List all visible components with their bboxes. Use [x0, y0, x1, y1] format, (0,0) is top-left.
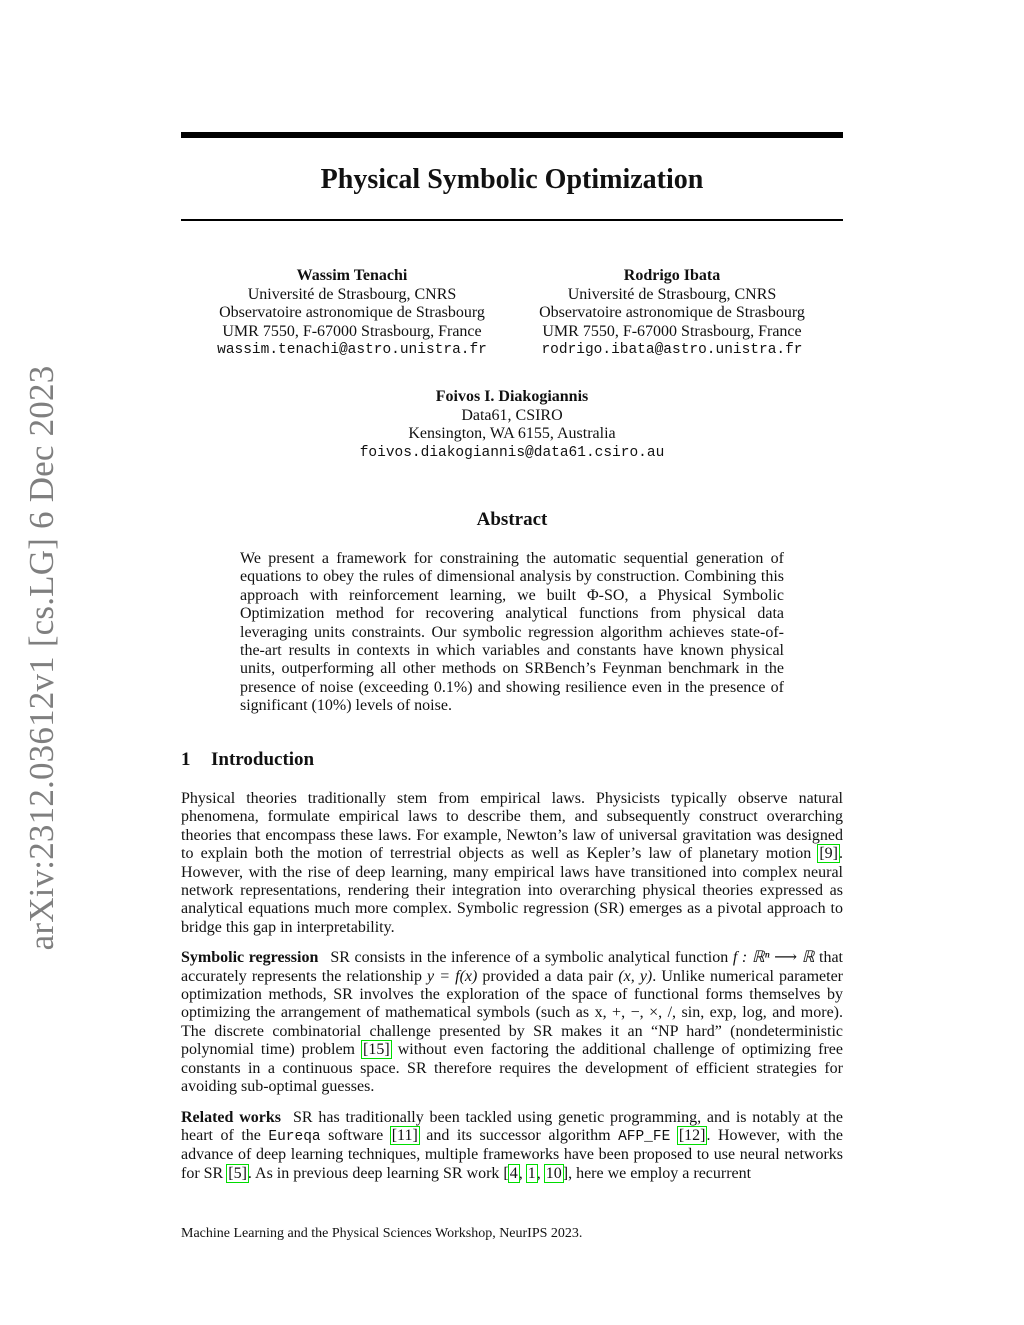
- author-affiliation: Observatoire astronomique de Strasbourg: [219, 304, 485, 321]
- author-affiliation: Université de Strasbourg, CNRS: [247, 285, 457, 303]
- text-run: . Unlike numerical parameter optimization methods, SR involves the exploration of the space of functional forms themselves by optimizing the arrangement of mathematical symbols (such as x, +, −, ×, /, sin, exp, log, and more). The discrete combinatorial challenge presented by SR makes it an “NP hard” (nondeterministic polynomial time) problem: [181, 967, 844, 1059]
- citation-link[interactable]: 4: [509, 1164, 518, 1182]
- citation-link[interactable]: [9]: [819, 845, 838, 863]
- author-email[interactable]: rodrigo.ibata@astro.unistra.fr: [541, 342, 803, 358]
- text-run: Physical theories traditionally stem from empirical laws. Physicists typically observe natural phenomena, formulate empirical laws to describe them, and subsequently construct overarching theories that encompass these laws. For example, Newton’s law of universal gravitation was designed to explain both the motion of terrestrial objects as well as Kepler’s law of planetary motion: [181, 790, 843, 863]
- author-name: Rodrigo Ibata: [623, 267, 721, 284]
- text-run: software: [320, 1126, 391, 1144]
- math-expression: y = f(x): [427, 967, 478, 985]
- intro-paragraph: [181, 790, 843, 937]
- paragraph-heading: Related works: [181, 1108, 282, 1126]
- text-run: and its successor algorithm: [418, 1126, 619, 1144]
- paragraph-heading: Symbolic regression: [181, 949, 319, 967]
- citation-link[interactable]: [11]: [391, 1126, 418, 1144]
- author-block: [312, 388, 712, 462]
- author-affiliation: Data61, CSIRO: [461, 406, 563, 424]
- abstract-paragraph: We present a framework for constraining the automatic sequential generation of equations to obey the rules of dimensional analysis by construction. Combining this approach with reinforcement learning, we built Φ-SO, a Physical Symbolic Optimization method for recovering analytical functions from physical data leveraging units constraints. Our symbolic regression algorithm achieves state-of-the-art results in contexts in which variables and constants have known physical units, outperforming all other methods on SRBench’s Feynman benchmark in the presence of noise (exceeding 0.1%) and showing resilience even in the presence of significant (10%) levels of noise.: [240, 550, 784, 715]
- author-affiliation: UMR 7550, F-67000 Strasbourg, France: [542, 322, 802, 340]
- author-affiliation: Kensington, WA 6155, Australia: [408, 425, 616, 442]
- author-name: Wassim Tenachi: [296, 267, 408, 284]
- text-run: . However, with the rise of deep learning, many empirical laws have transitioned into complex neural network representations, rendering their integration into overarching physical theories expressed as analytical equations much more complex. Symbolic regression (SR) emerges as a pivotal approach to bridge this gap in interpretability.: [181, 845, 843, 936]
- venue-footnote: Machine Learning and the Physical Sciences Workshop, NeurIPS 2023.: [181, 1226, 583, 1241]
- citation-link[interactable]: 10: [545, 1164, 562, 1182]
- symbolic-regression-paragraph: [181, 949, 843, 1096]
- section-heading: [181, 749, 314, 771]
- software-name: Eureqa: [268, 1128, 321, 1145]
- author-affiliation: UMR 7550, F-67000 Strasbourg, France: [222, 322, 482, 340]
- paper-title: Physical Symbolic Optimization: [320, 164, 704, 195]
- introduction-body: [181, 790, 843, 1195]
- math-expression: (x, y): [618, 967, 653, 985]
- author-affiliation: Université de Strasbourg, CNRS: [567, 285, 777, 303]
- abstract-text: [240, 550, 784, 716]
- section-title: Introduction: [211, 749, 315, 770]
- text-run: SR consists in the inference of a symbolic analytical function: [330, 949, 733, 967]
- text-run: without even factoring the additional challenge of optimizing free constants in a continuous space. SR therefore requires the development of efficient strategies for avoiding sub-optimal guesses.: [181, 1041, 843, 1096]
- author-email[interactable]: wassim.tenachi@astro.unistra.fr: [217, 342, 487, 358]
- author-block: [202, 267, 502, 360]
- text-run: that accurately represents the relationship: [181, 949, 843, 985]
- text-run: SR has traditionally been tackled using genetic programming, and is notably at the heart of the: [181, 1108, 843, 1144]
- text-run: provided a data pair: [477, 967, 619, 985]
- section-number: 1: [181, 749, 191, 770]
- title-rule-bottom: [181, 219, 843, 221]
- citation-link[interactable]: [12]: [678, 1126, 706, 1144]
- abstract-heading: Abstract: [476, 509, 548, 530]
- author-email[interactable]: foivos.diakogiannis@data61.csiro.au: [359, 444, 665, 461]
- author-name: Foivos I. Diakogiannis: [435, 388, 589, 405]
- citation-link[interactable]: [5]: [228, 1164, 247, 1182]
- author-block: [522, 267, 822, 360]
- software-name: AFP_FE: [618, 1128, 671, 1145]
- title-rule-top: [181, 132, 843, 138]
- math-expression: f : ℝⁿ ⟶ ℝ: [732, 949, 815, 967]
- author-affiliation: Observatoire astronomique de Strasbourg: [539, 304, 805, 321]
- text-run: . As in previous deep learning SR work [: [247, 1164, 509, 1182]
- text-run: . However, with the advance of deep learning techniques, multiple frameworks have been proposed to use neural networks for SR: [181, 1126, 843, 1182]
- citation-link[interactable]: 1: [527, 1164, 536, 1182]
- related-works-paragraph: Related works SR has traditionally been tackled using genetic programming, and is notably at the heart of the Eureqa software [11] and its successor algorithm AFP_FE [12]. However, with the advance of deep learning techniques, multiple frameworks have been proposed to use neural networks for SR [5]. As in previous deep learning SR work [4, 1, 10], here we employ a recurrent: [181, 1108, 843, 1182]
- text-run: ], here we employ a recurrent: [562, 1164, 752, 1182]
- text-run: [670, 1127, 678, 1144]
- citation-link[interactable]: [15]: [363, 1041, 390, 1059]
- arxiv-identifier: arXiv:2312.03612v1 [cs.LG] 6 Dec 2023: [22, 365, 61, 951]
